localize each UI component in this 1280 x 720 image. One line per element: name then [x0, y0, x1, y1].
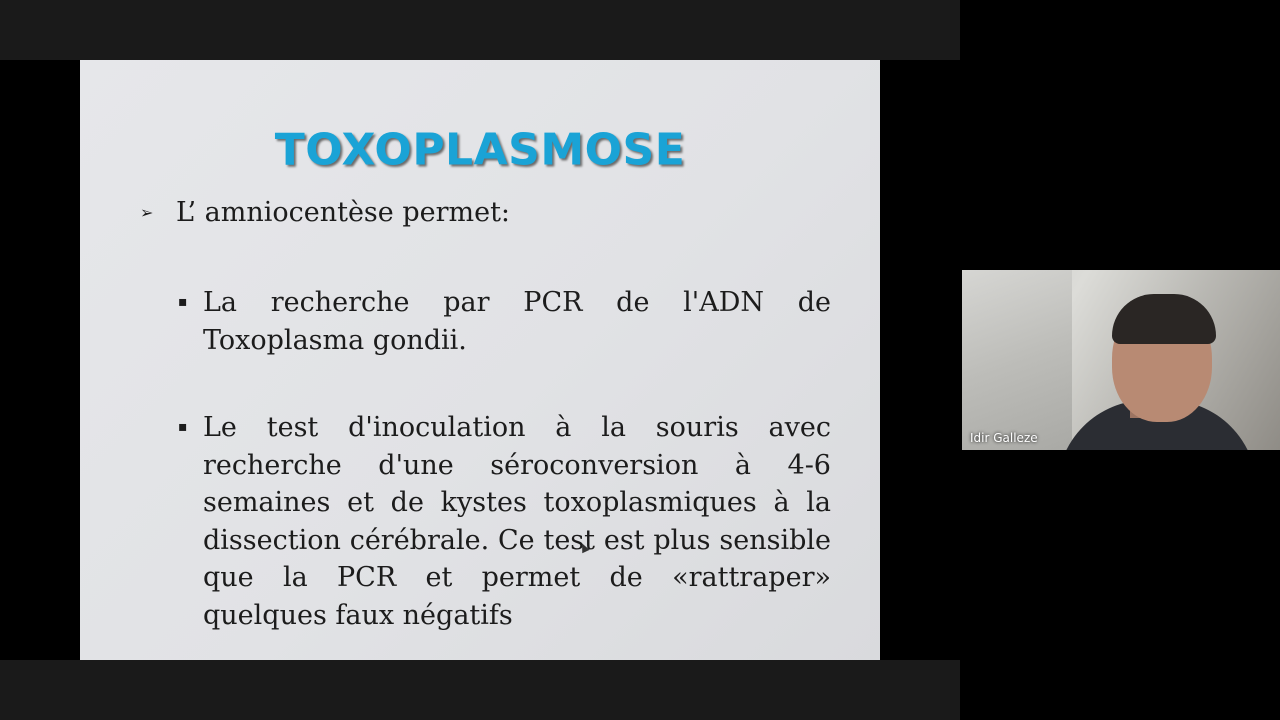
- bottom-letterbox: [0, 660, 960, 720]
- video-background: [962, 270, 1072, 450]
- sub-bullet-pcr: [178, 284, 831, 359]
- sub-bullet-inoculation: [178, 409, 831, 634]
- arrow-bullet-icon: ➢: [140, 203, 154, 222]
- square-bullet-icon: ▪: [178, 294, 188, 310]
- sub-bullet-text: Le test d'inoculation à la souris avec recherche d'une séroconversion à 4-6 semaines et de kystes toxoplasmiques à la dissection cérébrale. Ce test est plus sensible que la PCR et permet de «rattraper» quelques faux négatifs: [203, 412, 831, 631]
- participant-video-tile[interactable]: [962, 270, 1280, 450]
- slide-title: TOXOPLASMOSE: [274, 124, 686, 176]
- participant-hair: [1112, 294, 1216, 344]
- participant-name-label: Idir Galleze: [970, 431, 1038, 445]
- sub-bullet-text: La recherche par PCR de l'ADN de Toxoplasma gondii.: [203, 287, 831, 356]
- lead-bullet: [140, 194, 840, 232]
- square-bullet-icon: ▪: [178, 419, 188, 435]
- shared-presentation-slide: [80, 60, 880, 660]
- top-letterbox: [0, 0, 960, 60]
- lead-text: L’ amniocentèse permet:: [176, 197, 511, 228]
